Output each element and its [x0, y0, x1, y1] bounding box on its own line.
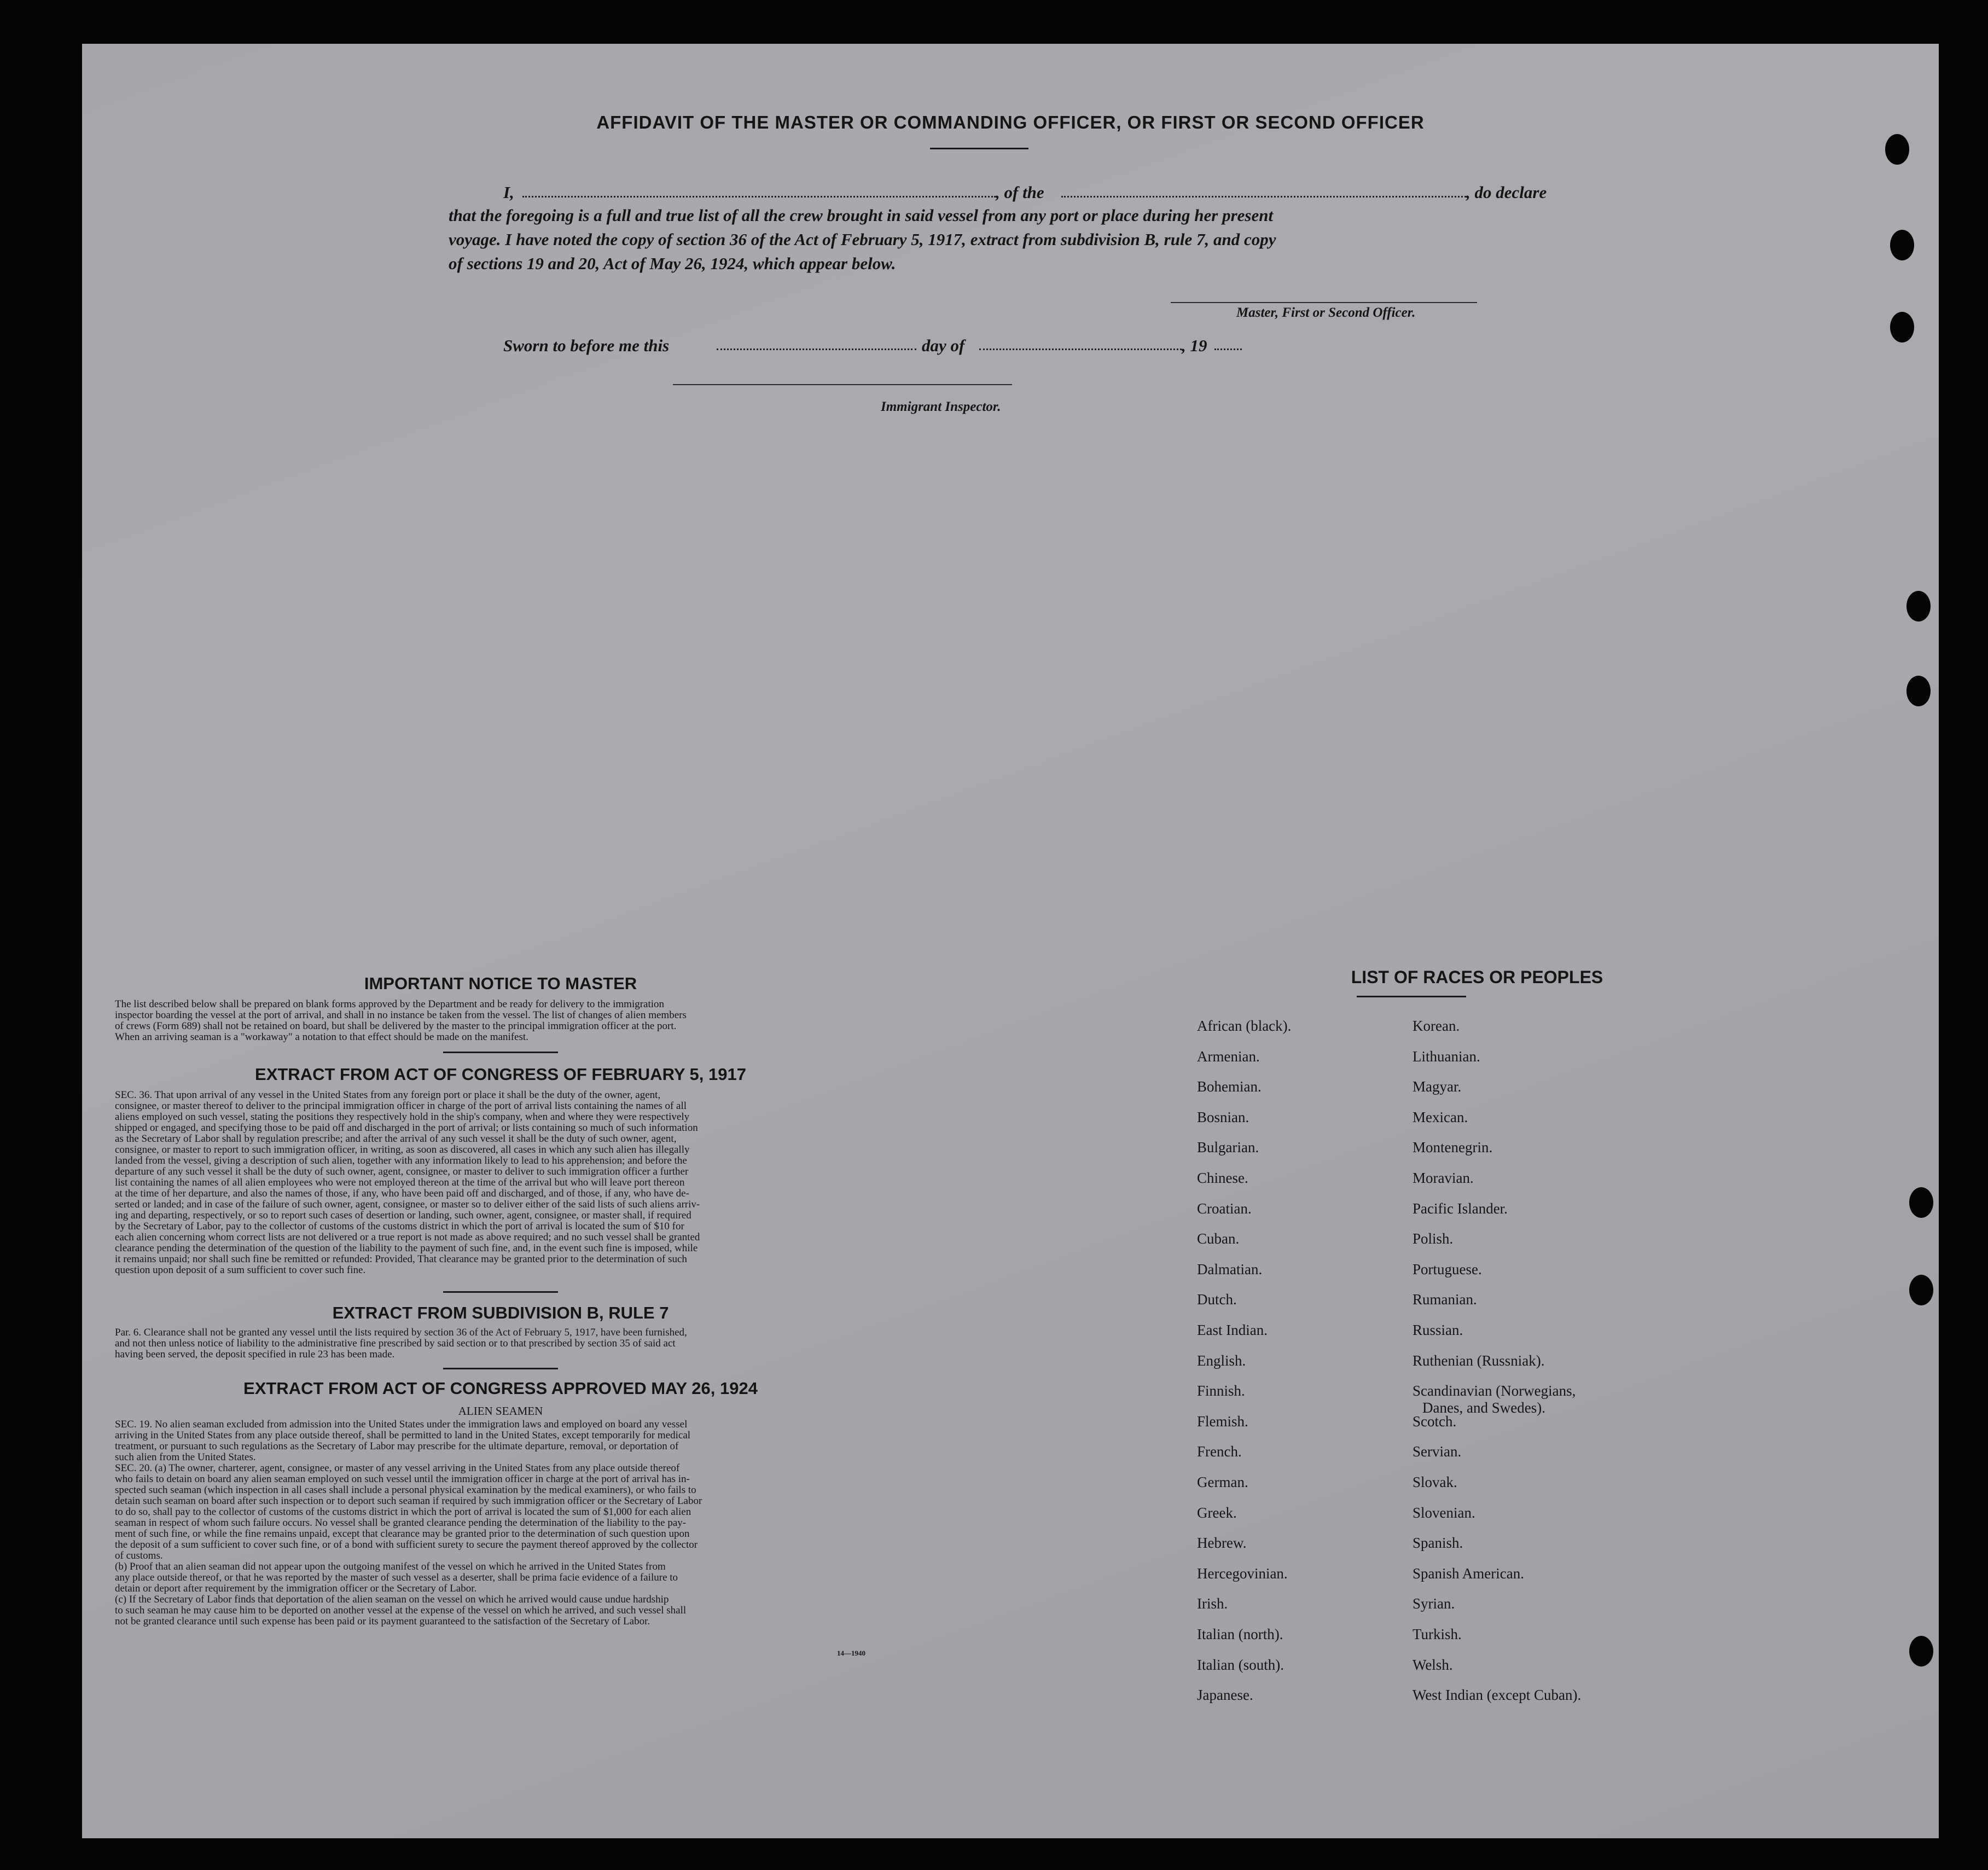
race-item: Servian. — [1412, 1443, 1462, 1460]
race-item: Hebrew. — [1197, 1535, 1247, 1551]
race-item: Scotch. — [1412, 1413, 1457, 1430]
extract-1924-subtitle: ALIEN SEAMEN — [458, 1404, 543, 1418]
extract-line: question upon deposit of a sum sufficient to cover such fine. — [115, 1264, 366, 1276]
race-item: Spanish American. — [1412, 1565, 1524, 1582]
extract-line: seaman in respect of whom such failure occurs. No vessel shall be granted clearance pending the determination of the liability to the pay- — [115, 1517, 687, 1529]
divider — [443, 1052, 558, 1053]
punch-hole — [1909, 1636, 1933, 1666]
extract-line: SEC. 36. That upon arrival of any vessel in the United States from any foreign port or place it shall be the duty of the owner, agent, — [115, 1089, 661, 1101]
extract-line: to such seaman he may cause him to be deported on another vessel at the expense of the vessel on which he arrived, and such vessel shall — [115, 1605, 687, 1616]
extract-line: list containing the names of all alien employees who were not employed thereon at the time of the arrival but who will leave port thereon — [115, 1177, 685, 1188]
race-item: Rumanian. — [1412, 1291, 1477, 1308]
document-page — [82, 44, 1939, 1838]
extract-line: serted or landed; and in case of the failure of such owner, agent, consignee, or master so to deliver either of the said lists of such aliens arriv- — [115, 1199, 700, 1210]
extract-line: departure of any such vessel it shall be the duty of such owner, agent, consignee, or master to deliver to such immigration officer a further — [115, 1166, 689, 1177]
divider — [1357, 996, 1466, 997]
extract-line: detain or deport after requirement by the immigration officer or the Secretary of Labor. — [115, 1583, 477, 1594]
extract-line: consignee, or master thereof to deliver to the principal immigration officer in charge of the port of arrival lists containing the names of all — [115, 1100, 687, 1112]
race-item: West Indian (except Cuban). — [1412, 1687, 1582, 1703]
extract-line: (b) Proof that an alien seaman did not appear upon the outgoing manifest of the vessel on which he arrived in the United States from — [115, 1561, 666, 1572]
extract-line: clearance pending the determination of the question of the liability to the payment of such fine, and, in the event such fine is imposed, while — [115, 1242, 698, 1254]
master-label: Master, First or Second Officer. — [1236, 305, 1416, 320]
affidavit-line: voyage. I have noted the copy of section 36 of the Act of February 5, 1917, extract from subdivision B, rule 7, and copy — [449, 230, 1276, 249]
extract-line: who fails to detain on board any alien seaman employed on such vessel until the immigration officer in charge at the port of arrival has in- — [115, 1473, 690, 1485]
race-item: English. — [1197, 1352, 1246, 1369]
race-item: Syrian. — [1412, 1595, 1455, 1612]
affidavit-title: AFFIDAVIT OF THE MASTER OR COMMANDING OFFICER, OR FIRST OR SECOND OFFICER — [596, 112, 1425, 132]
extract-1924-title: EXTRACT FROM ACT OF CONGRESS APPROVED MAY 26, 1924 — [243, 1379, 758, 1398]
notice-body — [115, 999, 886, 1043]
race-item: Scandinavian (Norwegians, — [1412, 1383, 1576, 1399]
extract-line: spected such seaman (which inspection in all cases shall include a personal physical examination by the medical examiners), or who fails to — [115, 1484, 696, 1496]
year-blank[interactable] — [1214, 349, 1242, 350]
extract-line: aliens employed on such vessel, stating the positions they respectively hold in the ship's company, when and where they were respectively — [115, 1111, 690, 1123]
divider — [930, 148, 1028, 149]
affidavit-line: that the foregoing is a full and true list of all the crew brought in said vessel from any port or place during her present — [449, 206, 1274, 225]
extract-line: as the Secretary of Labor shall by regulation prescribe; and after the arrival of any such vessel it shall be the duty of such owner, agent, — [115, 1133, 677, 1145]
day-of-text: day of — [922, 336, 965, 355]
race-item: Slovak. — [1412, 1474, 1457, 1490]
affidavit-i: I, — [503, 183, 514, 202]
punch-hole — [1906, 591, 1931, 622]
race-item: Magyar. — [1412, 1078, 1462, 1095]
extract-line: SEC. 20. (a) The owner, charterer, agent, consignee, or master of any vessel arriving in the United States from any place outside thereof — [115, 1462, 680, 1474]
race-item: French. — [1197, 1443, 1242, 1460]
extract-line: each alien concerning whom correct lists are not delivered or a true report is not made as above required; and no such vessel shall be granted — [115, 1232, 700, 1243]
race-item: Ruthenian (Russniak). — [1412, 1352, 1545, 1369]
notice-line: The list described below shall be prepared on blank forms approved by the Department and be ready for delivery to the immigration — [115, 998, 665, 1010]
extract-line: consignee, or master to report to such immigration officer, in writing, as soon as discovered, all cases in which any such alien has illegally — [115, 1144, 690, 1155]
notice-title: IMPORTANT NOTICE TO MASTER — [364, 974, 637, 993]
race-item: Japanese. — [1197, 1687, 1253, 1703]
extract-1924-body — [115, 1419, 886, 1627]
extract-line: ing and departing, respectively, or so to report such cases of desertion or landing, such owner, agent, consignee, or master shall, if required — [115, 1210, 691, 1221]
extract-1917-body — [115, 1090, 886, 1276]
rule7-title: EXTRACT FROM SUBDIVISION B, RULE 7 — [332, 1303, 669, 1322]
races-title: LIST OF RACES OR PEOPLES — [1351, 967, 1603, 987]
extract-line: (c) If the Secretary of Labor finds that deportation of the alien seaman on the vessel on which he arrived would cause undue hardship — [115, 1594, 669, 1605]
rule7-line: having been served, the deposit specified in rule 23 has been made. — [115, 1349, 395, 1360]
race-item: Pacific Islander. — [1412, 1200, 1508, 1217]
notice-line: of crews (Form 689) shall not be retained on board, but shall be delivered by the master to the principal immigration officer at the port. — [115, 1020, 677, 1032]
rule7-body — [115, 1327, 886, 1360]
extract-line: it remains unpaid; nor shall such fine be remitted or refunded: Provided, That clearance may be granted prior to the determination of such — [115, 1253, 687, 1265]
affidavit-do-declare: , do declare — [1466, 183, 1547, 202]
extract-line: detain such seaman on board after such inspection or to deport such seaman if required by such immigration officer or the Secretary of Labor — [115, 1495, 702, 1507]
race-item: Slovenian. — [1412, 1505, 1475, 1521]
race-item: Cuban. — [1197, 1230, 1240, 1247]
rule7-line: Par. 6. Clearance shall not be granted any vessel until the lists required by section 36 of the Act of February 5, 1917, have been furnished, — [115, 1327, 687, 1338]
race-item: Bosnian. — [1197, 1109, 1249, 1125]
race-item: Bohemian. — [1197, 1078, 1262, 1095]
rule7-line: and not then unless notice of liability to the administrative fine prescribed by said section or to that prescribed by section 35 of said act — [115, 1338, 676, 1349]
punch-hole — [1906, 676, 1931, 706]
race-item: Flemish. — [1197, 1413, 1248, 1430]
divider — [443, 1291, 558, 1293]
extract-line: any place outside thereof, or that he was reported by the master of such vessel as a deserter, shall be prima facie evidence of a failure to — [115, 1572, 678, 1583]
affidavit-line: of sections 19 and 20, Act of May 26, 1924, which appear below. — [449, 254, 896, 273]
name-blank[interactable] — [522, 196, 996, 198]
extract-line: of customs. — [115, 1550, 163, 1561]
race-item: African (black). — [1197, 1018, 1292, 1034]
race-item: Montenegrin. — [1412, 1139, 1493, 1155]
race-item: Welsh. — [1412, 1657, 1453, 1673]
master-signature-line[interactable] — [1171, 302, 1477, 303]
race-item: Moravian. — [1412, 1170, 1474, 1186]
race-item: East Indian. — [1197, 1322, 1268, 1338]
inspector-label: Immigrant Inspector. — [881, 399, 1001, 414]
race-item: Armenian. — [1197, 1048, 1260, 1065]
race-item: Korean. — [1412, 1018, 1460, 1034]
punch-hole — [1890, 312, 1914, 342]
sworn-text: Sworn to before me this — [503, 336, 670, 355]
punch-hole — [1890, 230, 1914, 260]
race-item: Turkish. — [1412, 1626, 1462, 1642]
race-item: Lithuanian. — [1412, 1048, 1480, 1065]
extract-line: to do so, shall pay to the collector of customs of the customs district in which the port of arrival is located the sum of $1,000 for each alien — [115, 1506, 691, 1518]
race-item: Croatian. — [1197, 1200, 1252, 1217]
notice-line: inspector boarding the vessel at the port of arrival, and shall in no instance be taken from the vessel. The list of changes of alien members — [115, 1009, 687, 1021]
race-item: Italian (north). — [1197, 1626, 1283, 1642]
race-item: Finnish. — [1197, 1383, 1245, 1399]
day-blank[interactable] — [717, 349, 916, 350]
race-item: Dutch. — [1197, 1291, 1237, 1308]
race-item: Dalmatian. — [1197, 1261, 1263, 1277]
extract-line: at the time of her departure, and also the names of those, if any, who have been paid off and discharged, and of those, if any, who have de- — [115, 1188, 689, 1199]
extract-line: ment of such fine, or while the fine remains unpaid, except that clearance may be granted prior to the determination of such question upon — [115, 1528, 690, 1540]
extract-line: not be granted clearance until such expense has been paid or its payment guaranteed to the satisfaction of the Secretary of Labor. — [115, 1616, 650, 1627]
race-item: Hercegovinian. — [1197, 1565, 1288, 1582]
notice-line: When an arriving seaman is a "workaway" a notation to that effect should be made on the manifest. — [115, 1031, 528, 1043]
race-item: German. — [1197, 1474, 1248, 1490]
affidavit-of-the: , of the — [996, 183, 1044, 202]
extract-line: such alien from the United States. — [115, 1451, 256, 1463]
extract-line: by the Secretary of Labor, pay to the collector of customs of the customs district in which the port of arrival is located the sum of $10 for — [115, 1221, 684, 1232]
extract-1917-title: EXTRACT FROM ACT OF CONGRESS OF FEBRUARY 5, 1917 — [255, 1065, 746, 1084]
extract-line: shipped or engaged, and specifying those to be paid off and discharged in the port of arrival; or lists containing so much of such information — [115, 1122, 698, 1134]
extract-line: SEC. 19. No alien seaman excluded from admission into the United States under the immigration laws and employed on board any vessel — [115, 1419, 688, 1430]
race-item: Bulgarian. — [1197, 1139, 1259, 1155]
year-prefix: , 19 — [1182, 336, 1207, 355]
extract-line: arriving in the United States from any place outside thereof, shall be permitted to land in the United States, except temporarily for medical — [115, 1430, 691, 1441]
inspector-signature-line[interactable] — [673, 384, 1012, 385]
race-item: Greek. — [1197, 1505, 1237, 1521]
extract-line: the deposit of a sum sufficient to cover such fine, or of a bond with sufficient surety to secure the payment thereof approved by the collector — [115, 1539, 698, 1550]
race-item: Polish. — [1412, 1230, 1454, 1247]
extract-line: treatment, or pursuant to such regulations as the Secretary of Labor may prescribe for the ultimate departure, removal, or deportation of — [115, 1441, 679, 1452]
month-blank[interactable] — [979, 349, 1182, 350]
form-number: 14—1940 — [837, 1649, 865, 1657]
extract-line: landed from the vessel, giving a description of such alien, together with any information likely to lead to his apprehension; and before the — [115, 1155, 687, 1166]
race-item: Irish. — [1197, 1595, 1228, 1612]
punch-hole — [1909, 1275, 1933, 1305]
race-item: Danes, and Swedes). — [1422, 1399, 1545, 1416]
race-item: Chinese. — [1197, 1170, 1248, 1186]
race-item: Portuguese. — [1412, 1261, 1482, 1277]
race-item: Italian (south). — [1197, 1657, 1284, 1673]
divider — [443, 1368, 558, 1369]
punch-hole — [1909, 1187, 1933, 1218]
race-item: Mexican. — [1412, 1109, 1468, 1125]
vessel-blank[interactable] — [1061, 196, 1466, 198]
race-item: Russian. — [1412, 1322, 1463, 1338]
race-item: Spanish. — [1412, 1535, 1463, 1551]
punch-hole — [1885, 134, 1909, 165]
